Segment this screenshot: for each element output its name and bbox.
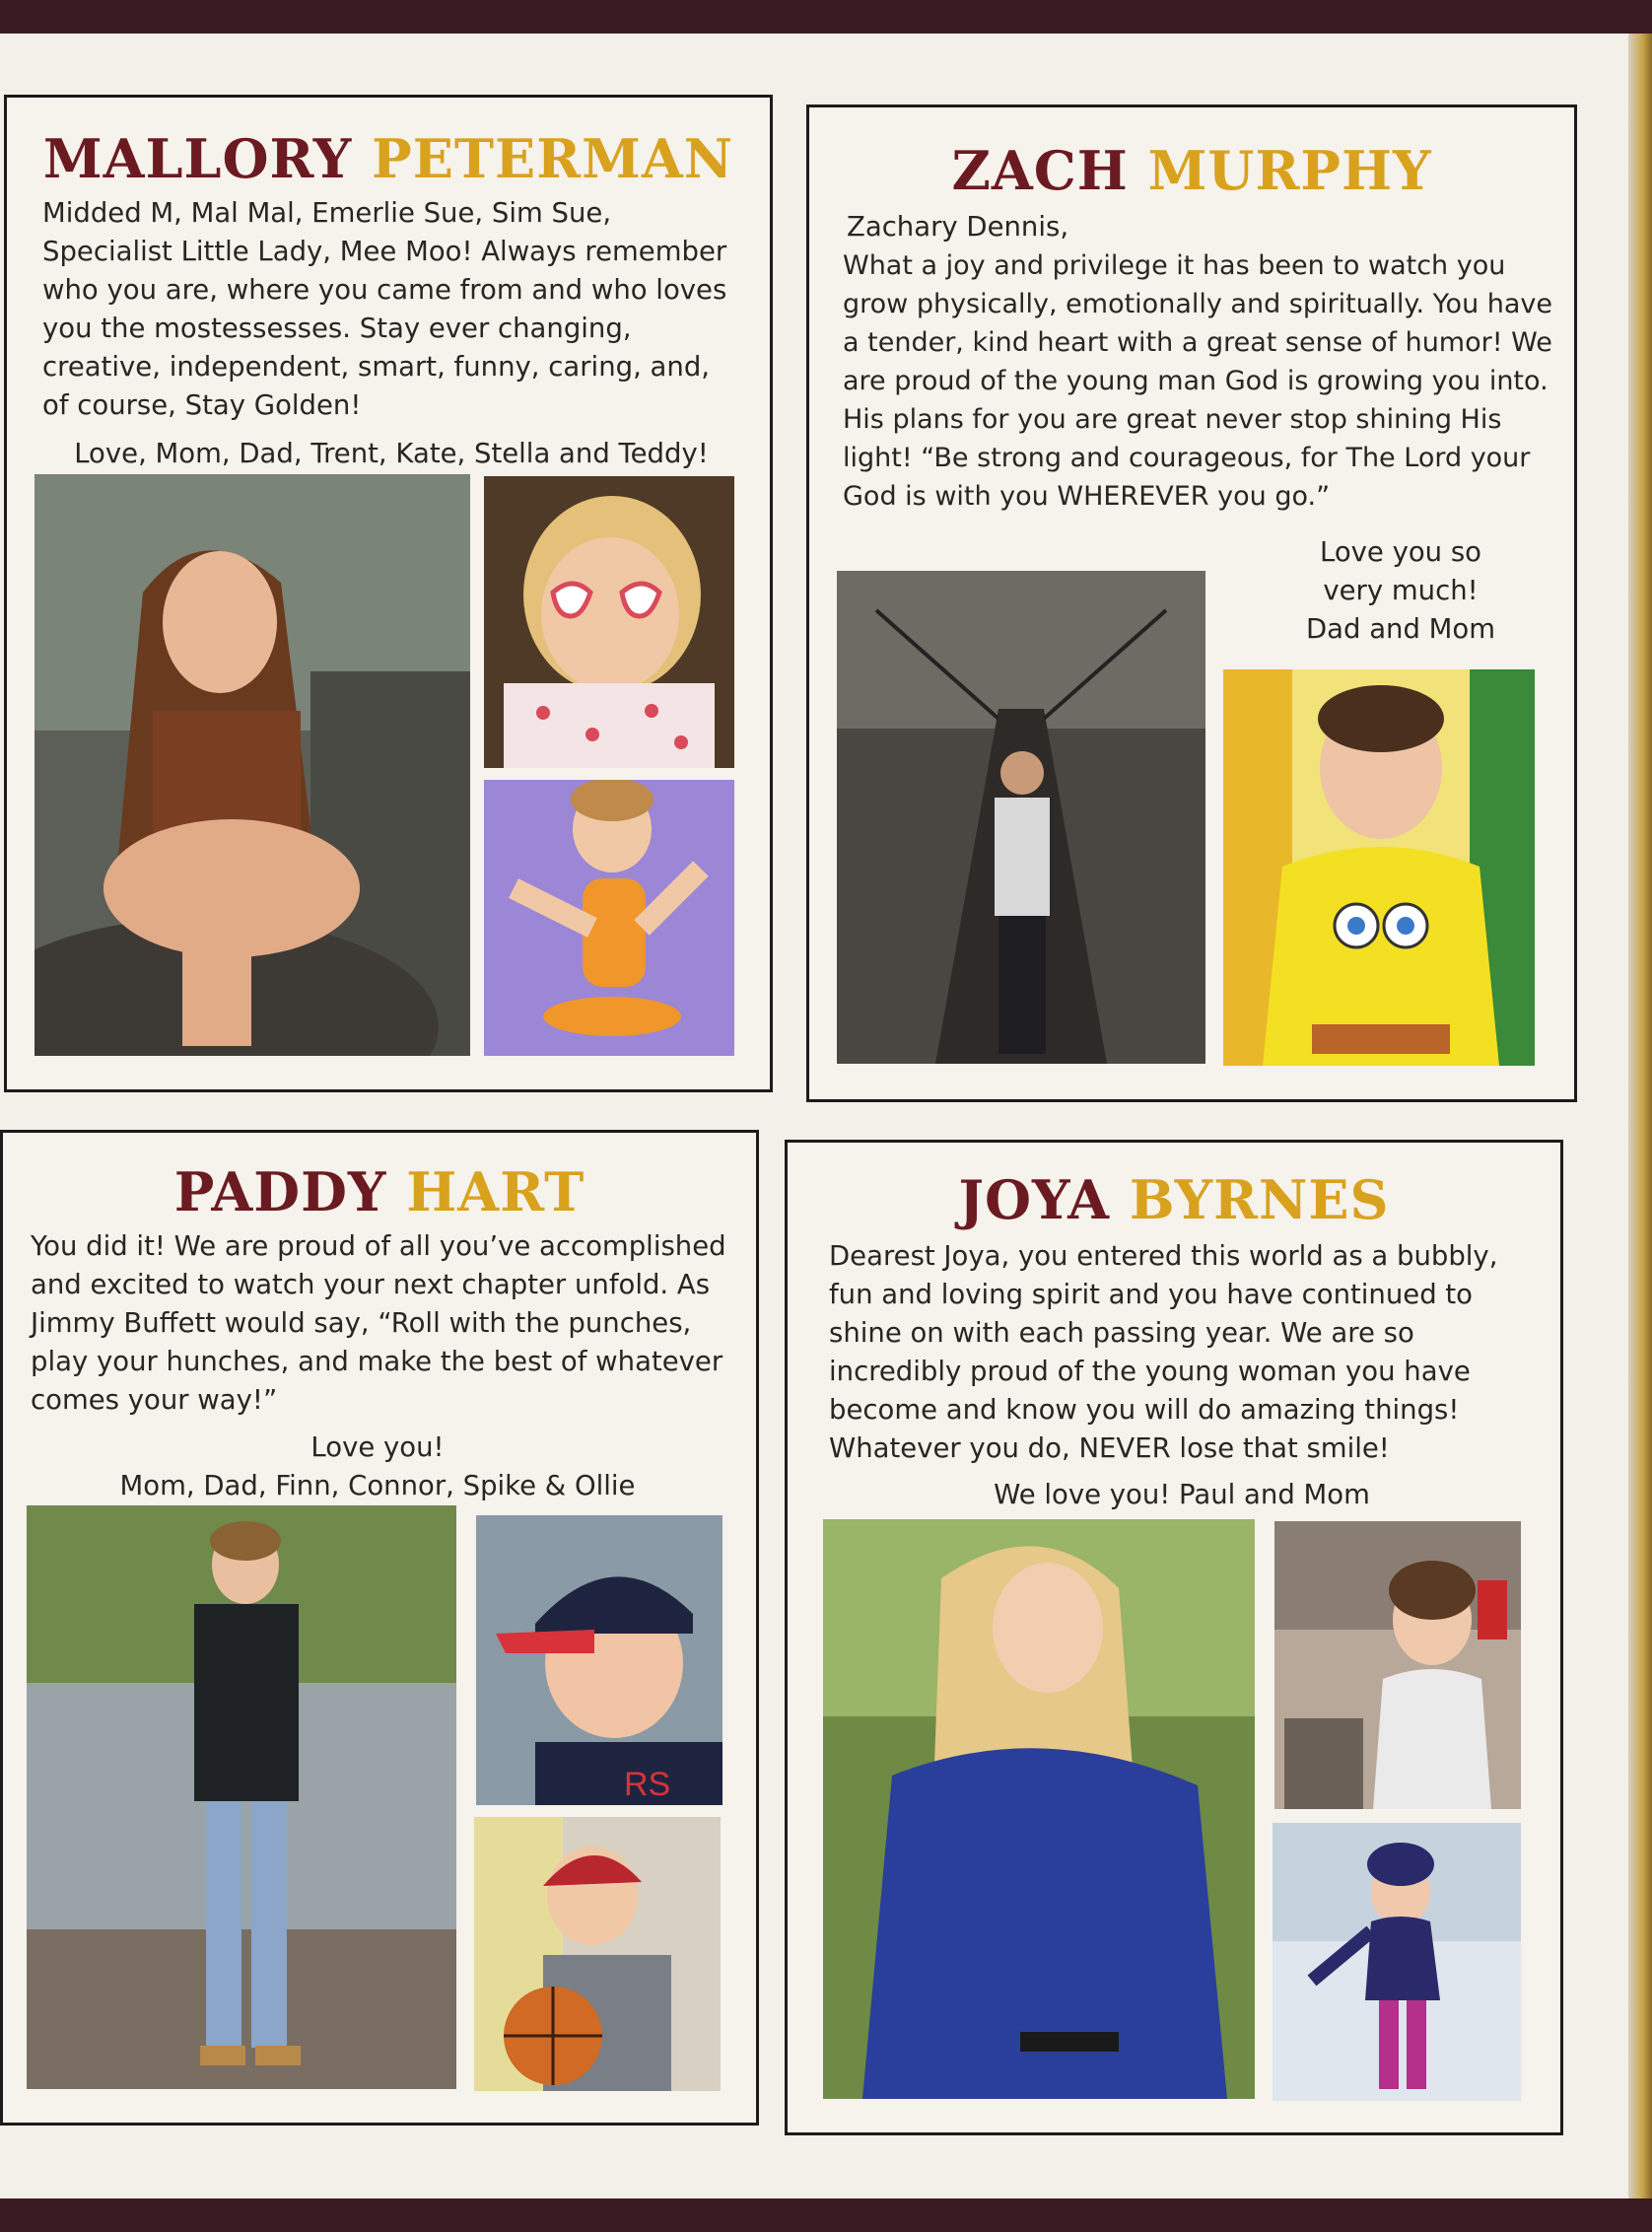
message-text: What a joy and privilege it has been to watch you grow physically, emotionally and spiritually. You have a tender, kind heart with a great sense of humor! We are proud of the young man God is growing you into. His plans for you are great never stop shining His light! “Be strong and courageous, for The Lord your God is with you WHEREVER you go.” [843, 250, 1553, 512]
signature-line: Love, Mom, Dad, Trent, Kate, Stella and Teddy! [74, 438, 709, 469]
signature-line-2: very much! [1323, 575, 1479, 606]
message-text: You did it! We are proud of all you’ve accomplished and excited to watch your next chapter unfold. As Jimmy Buffett would say, “Roll with the punches, play your hunches, and make the best of whatever comes your way!” [31, 1230, 726, 1416]
first-name: ZACH [951, 139, 1129, 202]
svg-text:RS: RS [624, 1766, 671, 1803]
student-name [3, 1160, 756, 1223]
ad-panel-zach-murphy [806, 105, 1577, 1102]
page-edge [1628, 34, 1652, 2198]
ice-skating-photo [1273, 1823, 1521, 2101]
signature-line-2: Mom, Dad, Finn, Connor, Spike & Ollie [119, 1470, 636, 1501]
signature-line: We love you! Paul and Mom [994, 1479, 1370, 1510]
first-name: MALLORY [42, 127, 353, 190]
signature-line-1: Love you so [1319, 536, 1482, 568]
senior-portrait-photo [34, 474, 470, 1056]
toddler-sunglasses-photo [484, 476, 734, 768]
suspension-bridge-photo [837, 571, 1205, 1064]
student-name [809, 139, 1574, 202]
ad-panel-joya-byrnes [785, 1140, 1563, 2135]
spongebob-shirt-photo [1223, 669, 1535, 1066]
last-name: BYRNES [1129, 1168, 1390, 1231]
ad-panel-paddy-hart [0, 1130, 759, 2126]
senior-portrait-river-photo [27, 1505, 456, 2089]
first-name: JOYA [958, 1168, 1111, 1231]
salutation-text: Zachary Dennis, [847, 211, 1069, 243]
message-text: Midded M, Mal Mal, Emerlie Sue, Sim Sue, Specialist Little Lady, Mee Moo! Always remember who you are, where you came from and who loves you the mostessesses. Stay ever changing, creative, independent, smart, funny, caring, and, of course, Stay Golden! [42, 197, 727, 421]
city-street-photo [1274, 1521, 1521, 1809]
last-name: HART [406, 1160, 585, 1223]
senior-portrait-blue-sweater-photo [823, 1519, 1255, 2099]
ad-panel-mallory-peterman [4, 95, 773, 1092]
signature-line-3: Dad and Mom [1305, 613, 1496, 645]
toddler-gymnast-photo [484, 780, 734, 1056]
last-name: MURPHY [1147, 139, 1432, 202]
first-name: PADDY [173, 1160, 387, 1223]
toddler-basketball-photo [474, 1817, 721, 2091]
boy-baseball-cap-photo [476, 1515, 723, 1805]
last-name: PETERMAN [372, 127, 734, 190]
signature-line-1: Love you! [310, 1431, 445, 1463]
message-text: Dearest Joya, you entered this world as a bubbly, fun and loving spirit and you have continued to shine on with each passing year. We are so incredibly proud of the young woman you have become and know you will do amazing things! Whatever you do, NEVER lose that smile! [829, 1240, 1498, 1464]
student-name [788, 1168, 1560, 1231]
student-name [7, 127, 770, 190]
